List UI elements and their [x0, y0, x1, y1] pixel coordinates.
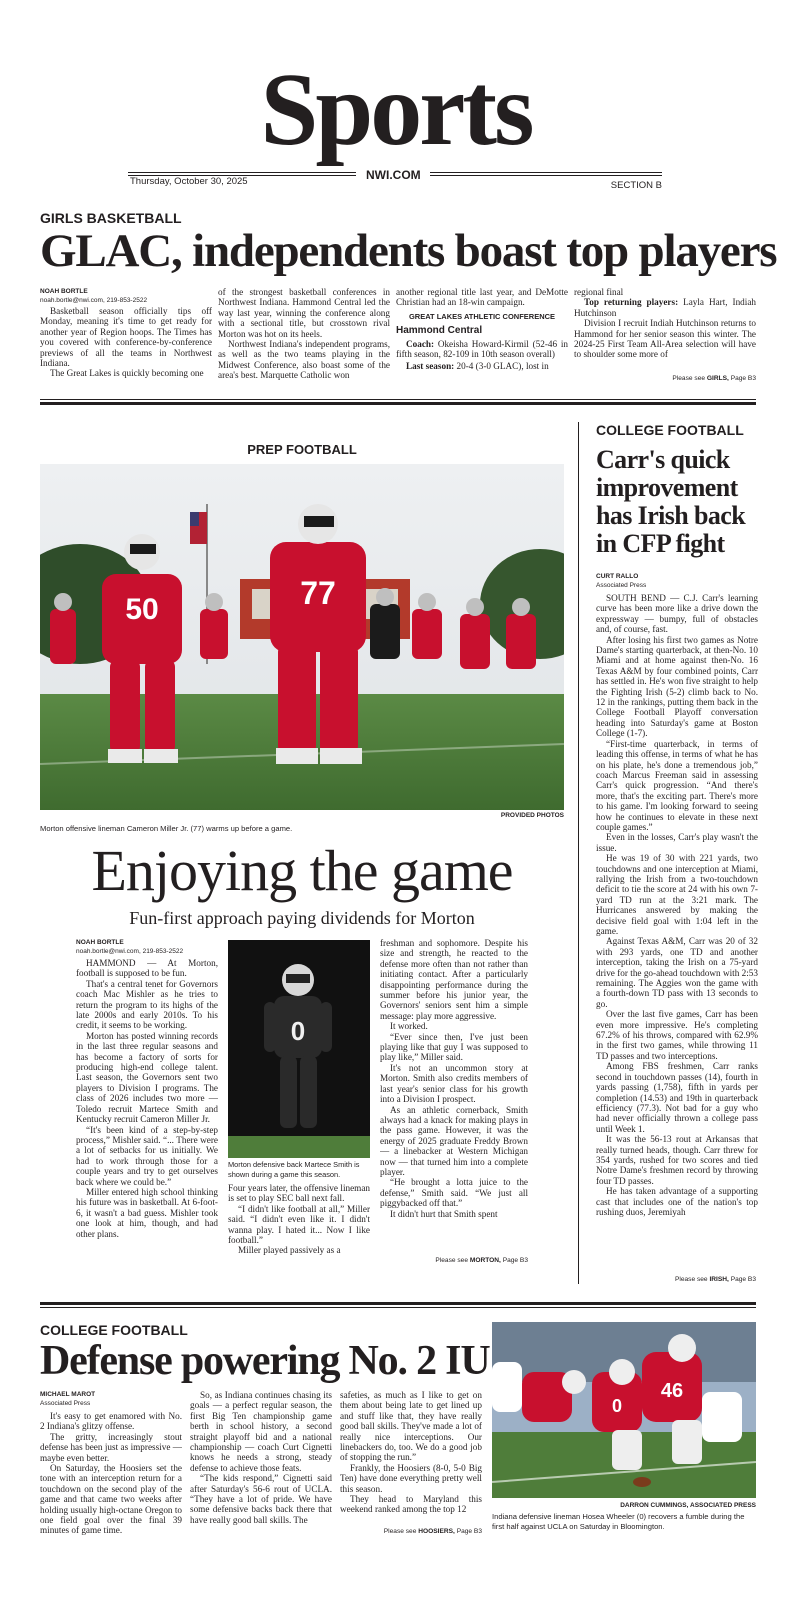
masthead-title: Sports [260, 52, 532, 167]
story4-paragraph: It's easy to get enamored with No. 2 Indiana's glitzy offense. [40, 1411, 182, 1432]
story2-inset-caption: Morton defensive back Martece Smith is shown during a game this season. [228, 1160, 360, 1179]
story3-body [596, 572, 758, 1283]
story1-top-label: Top returning players: [584, 297, 679, 308]
story3-paragraph: After losing his first two games as Notre Dame's starting quarterback, at then-No. 10 Miami and at home against then-No. 16 Texas A&M by four combined points, Carr has settled in. He's won five straight to help the Fighting Irish (5-2) climb back to No. 12 in the rankings, putting them back in the College Football Playoff conversation heading into Saturday's game at Boston College (1-7). [596, 634, 758, 739]
story4-col1 [40, 1390, 182, 1536]
story1-col1 [40, 287, 212, 379]
story4-headline[interactable]: Defense powering No. 2 IU [40, 1338, 490, 1384]
masthead-rule-left [128, 172, 356, 173]
story1-last: 20-4 (3-0 GLAC), lost in [454, 361, 549, 372]
story1-paragraph: another regional title last year, and DeMotte Christian had an 18-win campaign. [396, 287, 568, 308]
story4-photo[interactable] [492, 1322, 756, 1498]
section-divider [40, 399, 756, 400]
story3-paragraph: Among FBS freshmen, Carr ranks second in touchdown passes (14), fourth in yards passing (1,758), fifth in yards per completion (14.53) and 19th in quarterback efficiency (77.3). Not bad for a guy who had never officially thrown a college pass until Week 1. [596, 1061, 758, 1134]
inset-player-illustration [228, 940, 370, 1158]
story2-jump[interactable] [380, 1257, 528, 1264]
story2-paragraph: It didn't hurt that Smith spent [390, 1208, 498, 1219]
story2-paragraph: As an athletic cornerback, Smith always had a knack for making plays in the pass game. However, it was the energy of 2025 graduate Freddy Brown — a linebacker at Western Michigan now — that turned him into a complete player. [380, 1104, 528, 1177]
column-divider [578, 422, 579, 1284]
masthead-rule-right [430, 172, 662, 173]
story1-paragraph: of the strongest basketball conferences in Northwest Indiana. Hammond Central led the way last year, winning the conference along with a sectional title, but crosstown rival Morton was hot on its heels. [218, 287, 390, 339]
story1-paragraph: Division I recruit Indiah Hutchinson returns to Hammond for her senior season this winter. The 2024-25 First Team All-Area selection will have to shoulder some more of [574, 318, 756, 360]
story1-headline[interactable]: GLAC, independents boast top players [40, 225, 777, 277]
story4-col2 [190, 1390, 332, 1525]
section-divider-thick [40, 1302, 756, 1305]
story3-byline: CURT RALLO [596, 573, 639, 580]
jump-prefix: Please see [383, 1528, 419, 1535]
story3-paragraph: “First-time quarterback, in terms of leading this offense, in terms of what he has on his plate, he's done a tremendous job,” coach Marcus Freeman said in assessing Carr's quick progression. “And there's more, that's the exciting part. There's more to his game. I'm looking forward to seeing how he continues to elevate in these next couple games.” [596, 738, 758, 832]
story2-paragraph: Miller entered high school thinking his future was in basketball. At 6-foot-6, it wasn't a bad guess. Mishler took one look at him, though, and had other plans. [76, 1186, 218, 1239]
story2-col2 [228, 1183, 370, 1256]
story2-headline[interactable]: Enjoying the game [91, 838, 513, 903]
story2-col3 [380, 938, 528, 1238]
story1-col2 [218, 287, 390, 381]
story3-agency: Associated Press [596, 582, 647, 589]
story3-paragraph: It was the 56-13 rout at Arkansas that really turned heads, though. Carr threw for 354 yards, rushed for two scores and tied Notre Dame's freshmen record by throwing four TD passes. [596, 1134, 758, 1186]
story4-paragraph: So, as Indiana continues chasing its goals — a perfect regular season, the first Big Ten championship game berth in school history, a second straight playoff bid and a national championship — coach Curt Cignetti knows he needs a strong, steady defense to achieve those feats. [190, 1390, 332, 1473]
story2-paragraph: Four years later, the offensive lineman is set to play SEC ball next fall. [228, 1183, 370, 1204]
story1-byline: NOAH BORTLE [40, 288, 88, 295]
story2-photo-caption: Morton offensive lineman Cameron Miller Jr. (77) warms up before a game. [40, 824, 293, 833]
story4-paragraph: On Saturday, the Hoosiers set the tone with an interception return for a touchdown on the second play of the game and that came two weeks after holding usually high-octane Oregon to one field goal over the final 39 minutes of game time. [40, 1463, 182, 1536]
masthead-site[interactable]: NWI.COM [366, 168, 421, 182]
story4-paragraph: Frankly, the Hoosiers (8-0, 5-0 Big Ten) have done everything pretty well this season. [340, 1462, 482, 1494]
story2-main-photo[interactable] [40, 464, 564, 810]
story1-col4 [574, 287, 756, 360]
story1-paragraph: The Great Lakes is quickly becoming one [50, 368, 204, 379]
story1-jump[interactable] [574, 375, 756, 382]
story2-paragraph: Miller played passively as a [238, 1245, 341, 1256]
story1-team-subhead: Hammond Central [396, 325, 483, 337]
story4-paragraph: safeties, as much as I like to get on them about being late to get lined up and stuff like that, they have really good ball skills. They've made a lot of really nice interceptions. Our linebackers do, too. We do a good job of stopping the run.” [340, 1390, 482, 1463]
jersey-number-0: 0 [611, 1396, 623, 1416]
story2-paragraph: freshman and sophomore. Despite his size and strength, he reacted to the defense more often than not rather than initiating contact. After a particularly disappointing performance during the summer before his junior year, the Governors' seniors sent him a simple message: play more aggressive. [380, 938, 528, 1021]
story1-kicker: GIRLS BASKETBALL [40, 210, 182, 226]
jersey-number-77: 77 [300, 575, 336, 611]
story1-top: Layla Hart, Indiah Hutchinson [574, 297, 756, 318]
inset-jersey-number: 0 [290, 1016, 306, 1046]
jump-page: Page B3 [454, 1528, 482, 1535]
story4-photo-caption: Indiana defensive lineman Hosea Wheeler (0) recovers a fumble during the first half against UCLA on Saturday in Bloomington. [492, 1512, 745, 1531]
jump-key: HOOSIERS, [418, 1528, 455, 1535]
jersey-number-46: 46 [660, 1380, 684, 1402]
story2-byline: NOAH BORTLE [76, 939, 124, 946]
story1-paragraph: regional final [574, 287, 624, 297]
story3-paragraph: He has taken advantage of a supporting cast that includes one of the nation's top rushing duos, Jeremiyah [596, 1186, 758, 1217]
story3-kicker: COLLEGE FOOTBALL [596, 422, 744, 438]
masthead-date: Thursday, October 30, 2025 [130, 176, 248, 187]
masthead-section: SECTION B [610, 180, 662, 191]
story4-agency: Associated Press [40, 1400, 91, 1407]
story2-col1 [76, 938, 218, 1239]
story2-deck: Fun-first approach paying dividends for Morton [129, 908, 475, 928]
section-divider-thick [40, 402, 756, 405]
story3-headline[interactable]: Carr's quick improvement has Irish back in CFP fight [596, 445, 746, 558]
jump-key: IRISH, [709, 1276, 729, 1283]
story4-paragraph: They head to Maryland this weekend ranked among the top 12 [340, 1494, 482, 1515]
story2-contact[interactable]: noah.bortle@nwi.com, 219-853-2522 [76, 948, 184, 955]
story1-paragraph: Northwest Indiana's independent programs, as well as the two teams playing in the Midwest Conference, also boast some of the area's best. Marquette Catholic won [218, 339, 390, 381]
jersey-number-50: 50 [125, 593, 159, 626]
story1-coach-label: Coach: [406, 338, 435, 349]
section-divider [40, 1307, 756, 1308]
story3-paragraph: Against Texas A&M, Carr was 20 of 32 with 293 yards, one TD and another interception, taking the Irish on a 75-yard drive for the go-ahead touchdown with 2:53 remaining. The Aggies won the game with a fourth-down TD pass with 13 seconds to go. [596, 936, 758, 1009]
story2-paragraph: HAMMOND — At Morton, football is supposed to be fun. [76, 958, 218, 979]
masthead-rule-right-2 [430, 175, 662, 176]
story4-photo-credit: DARRON CUMMINGS, ASSOCIATED PRESS [620, 1502, 756, 1509]
story2-paragraph: “Ever since then, I've just been playing like that guy I was supposed to play like,” Miller said. [380, 1031, 528, 1063]
story1-contact[interactable]: noah.bortle@nwi.com, 219-853-2522 [40, 297, 148, 304]
story4-paragraph: The gritty, increasingly stout defense has been just as impressive — maybe even better. [40, 1431, 182, 1463]
story2-paragraph: That's a central tenet for Governors coach Mac Mishler as he tries to return the program to its highs of the late 2000s and early 2010s. To his credit, it seems to be working. [76, 978, 218, 1031]
story1-last-label: Last season: [406, 361, 455, 372]
jump-page: Page B3 [728, 375, 756, 382]
story2-inset-photo[interactable] [228, 940, 370, 1158]
story4-jump[interactable] [340, 1528, 482, 1535]
story1-col3 [396, 287, 568, 372]
story2-paragraph: Morton has posted winning records in the last three regular seasons and has become a factory of sorts for producing high-end college talent. Last season, the Governors sent two players to Division I programs. The class of 2026 includes two more — Toledo recruit Martece Smith and Kentucky recruit Cameron Miller Jr. [76, 1030, 218, 1125]
story2-photo-credit: PROVIDED PHOTOS [500, 812, 564, 819]
story4-byline: MICHAEL MAROT [40, 1391, 96, 1398]
story2-paragraph: It worked. [390, 1021, 428, 1032]
jump-prefix: Please see [672, 375, 707, 382]
story1-coach: Okeisha Howard-Kirmil (52-46 in fifth season, 82-109 in 10th season overall) [396, 338, 568, 360]
story2-kicker: PREP FOOTBALL [247, 442, 357, 457]
jump-page: Page B3 [500, 1257, 528, 1264]
story4-col3 [340, 1390, 482, 1515]
jump-prefix: Please see [435, 1257, 470, 1264]
jump-key: GIRLS, [706, 375, 729, 382]
story4-kicker: COLLEGE FOOTBALL [40, 1322, 188, 1338]
story3-paragraph: Over the last five games, Carr has been even more impressive. He's completing 67.2% of his throws, compared with 62.9% in the first two games, while throwing 11 TD passes and two interceptions. [596, 1009, 758, 1061]
story1-conference-subhead: GREAT LAKES ATHLETIC CONFERENCE [408, 311, 556, 321]
story1-paragraph: Basketball season officially tips off Monday, meaning it's time to get ready for another year of Region hoops. The Times has you covered with conference-by-conference previews of all the teams in Northwest Indiana. [40, 306, 212, 369]
fumble-photo-illustration [492, 1322, 756, 1498]
story2-paragraph: “He brought a lotta juice to the defense,” Smith said. “We just all piggybacked off that.” [380, 1177, 528, 1209]
football-photo-illustration [40, 464, 564, 810]
story3-paragraph: SOUTH BEND — C.J. Carr's learning curve has been more like a drive down the expressway — bumpy, full of obstacles and, of course, fast. [596, 593, 758, 635]
story3-jump[interactable] [596, 1276, 756, 1283]
story2-paragraph: It's not an uncommon story at Morton. Smith also credits members of last year's senior class for his growth into a Division I prospect. [380, 1062, 528, 1105]
story3-paragraph: Even in the losses, Carr's play wasn't the issue. [596, 832, 758, 853]
jump-prefix: Please see [674, 1276, 710, 1283]
story4-paragraph: “The kids respond,” Cignetti said after Saturday's 56-6 rout of UCLA. “They have a lot of pride. We have some defensive backs back there that have really good ball skills. The [190, 1473, 332, 1525]
story3-paragraph: He was 19 of 30 with 221 yards, two touchdowns and one interception at Miami, rallying the Irish from a two-touchdown deficit to tie the score at 24 with his own 7-yard TD run at the 3:21 mark. The Hurricanes answered by making the decisive field goal with 1:04 left in the game. [596, 853, 758, 936]
story2-paragraph: “I didn't like football at all,” Miller said. “I didn't even like it. I didn't wanna play. I hated it... Now I like football.” [228, 1203, 370, 1246]
jump-key: MORTON, [469, 1257, 501, 1264]
story2-paragraph: “It's been kind of a step-by-step process,” Mishler said. “... There were a lot of setbacks for us initially. We had to work through those for a couple years and try to get ourselves back where we could be.” [76, 1124, 218, 1187]
jump-page: Page B3 [728, 1276, 756, 1283]
